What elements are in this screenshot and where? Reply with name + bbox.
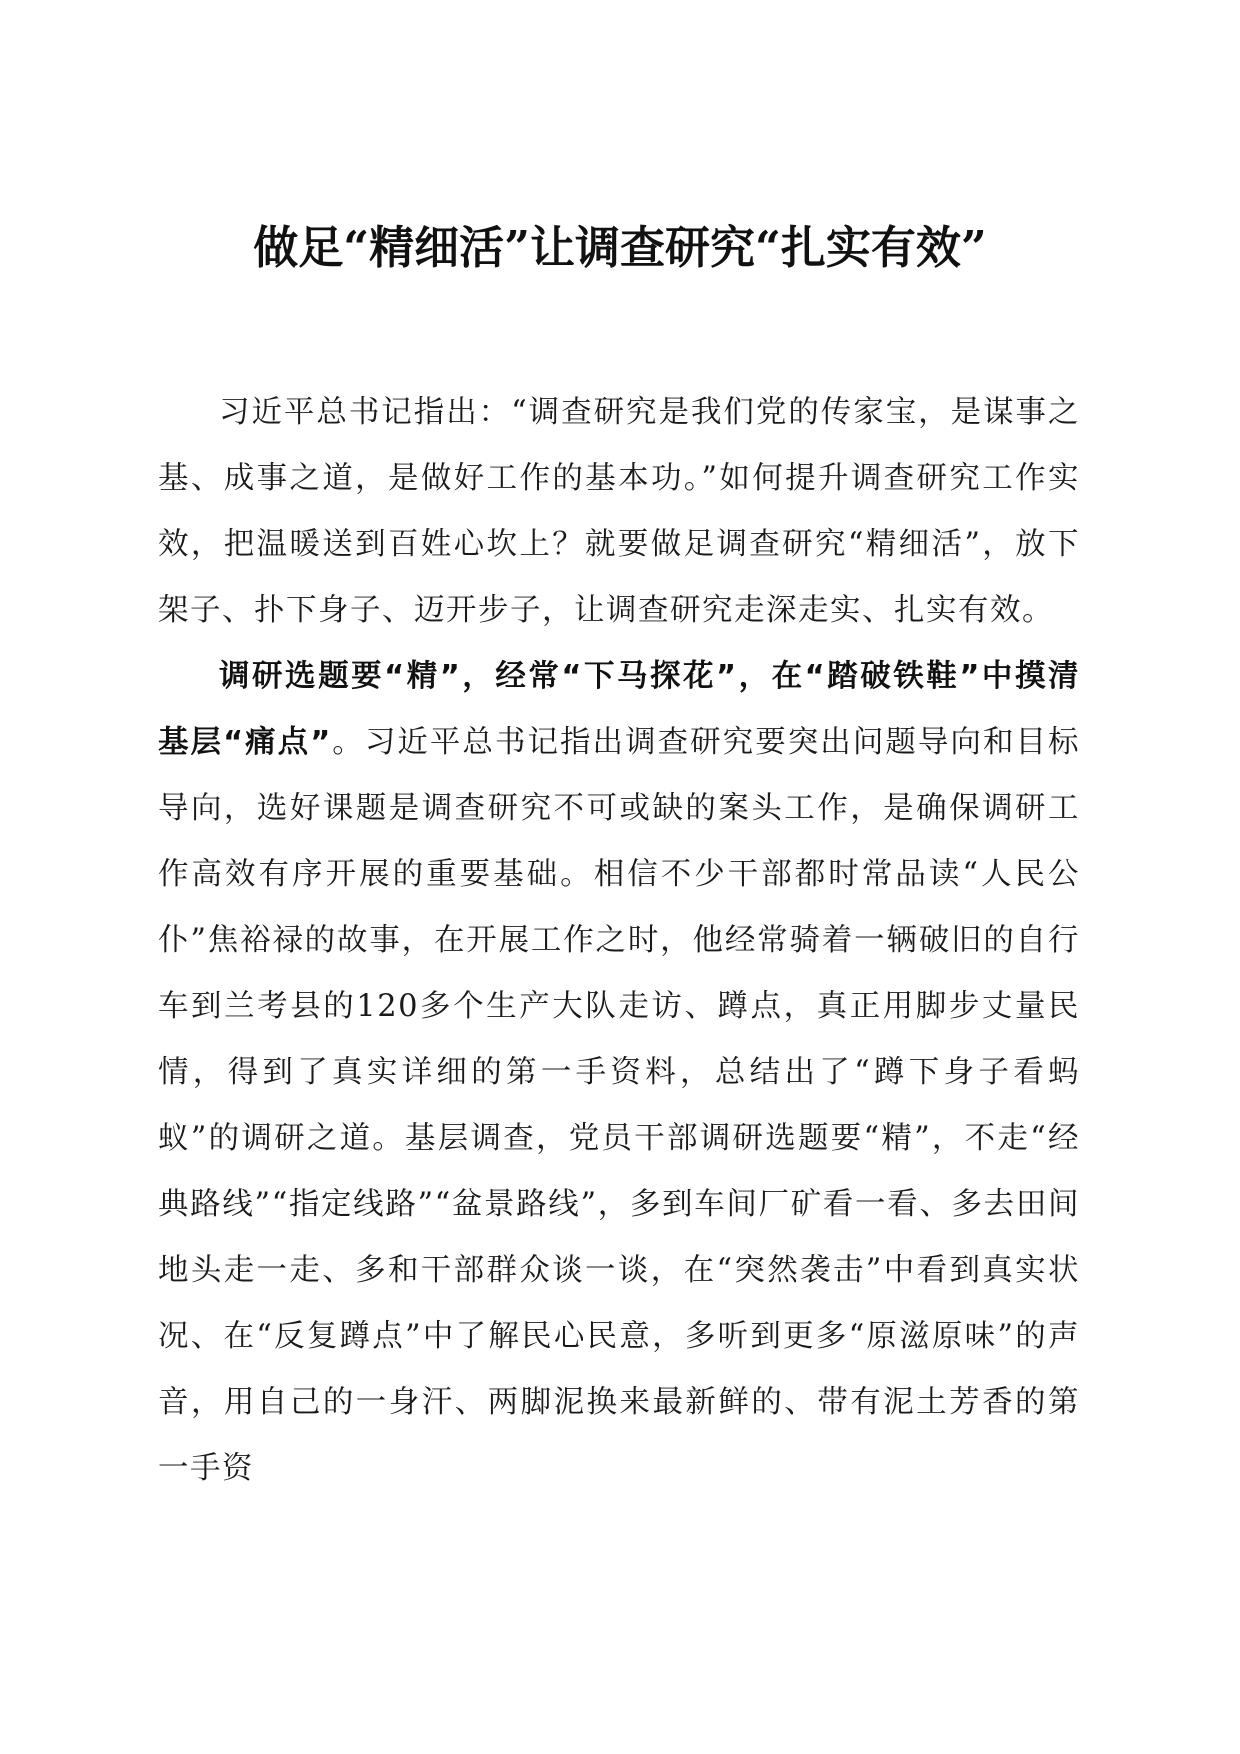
paragraph-lead-heading: 调研选题要“精”，经常“下马探花”，在“踏破铁鞋”中摸清基层“痛点”: [158, 659, 1080, 760]
paragraph-intro: [158, 380, 1080, 644]
paragraph-text: 。习近平总书记指出调查研究要突出问题导向和目标导向，选好课题是调查研究不可或缺的案头工作，是确保调研工作高效有序开展的重要基础。相信不少干部都时常品读“人民公仆”焦裕禄的故事，在开展工作之时，他经常骑着一辆破旧的自行车到兰考县的120多个生产大队走访、蹲点，真正用脚步丈量民情，得到了真实详细的第一手资料，总结出了“蹲下身子看蚂蚁”的调研之道。基层调查，党员干部调研选题要“精”，不走“经典路线”“指定线路”“盆景路线”，多到车间厂矿看一看、多去田间地头走一走、多和干部群众谈一谈，在“突然袭击”中看到真实状况、在“反复蹲点”中了解民心民意，多听到更多“原滋原味”的声音，用自己的一身汗、两脚泥换来最新鲜的、带有泥土芳香的第一手资: [158, 725, 1081, 1486]
document-body: [158, 380, 1080, 1502]
document-title: 做足“精细活”让调查研究“扎实有效”: [253, 221, 987, 274]
paragraph-text: 习近平总书记指出：“调查研究是我们党的传家宝，是谋事之基、成事之道，是做好工作的基本功。”如何提升调查研究工作实效，把温暖送到百姓心坎上？就要做足调查研究“精细活”，放下架子、扑下身子、迈开步子，让调查研究走深走实、扎实有效。: [158, 395, 1080, 628]
paragraph-section-1: [158, 644, 1080, 1502]
